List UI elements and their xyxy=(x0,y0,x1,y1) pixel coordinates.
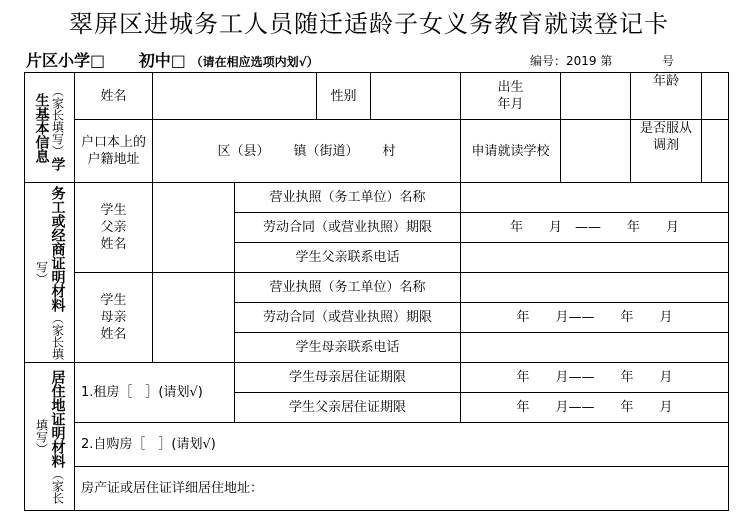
serial-number-suffix: 号 xyxy=(662,54,675,68)
mother-contract-label: 劳动合同（或营业执照）期限 xyxy=(235,303,461,333)
page-title: 翠屏区进城务工人员随迁适龄子女义务教育就读登记卡 xyxy=(69,10,669,38)
instruction-text: （请在相应选项内划√） xyxy=(190,55,319,69)
father-phone-label: 学生父亲联系电话 xyxy=(235,243,461,273)
own-house-option[interactable]: 2.自购房［ ］(请划√) xyxy=(75,423,729,467)
father-name-label: 学生父亲姓名 xyxy=(75,183,153,273)
hukou-address-field[interactable]: 区（县） 镇（街道） 村 xyxy=(153,120,461,183)
father-residence-label: 学生父亲居住证期限 xyxy=(235,393,461,423)
mother-residence-label: 学生母亲居住证期限 xyxy=(235,363,461,393)
apply-school-field[interactable] xyxy=(561,120,631,183)
mother-phone-field[interactable] xyxy=(461,333,729,363)
middle-school-option[interactable]: 初中□ xyxy=(138,51,186,70)
father-license-label: 营业执照（务工单位）名称 xyxy=(235,183,461,213)
registration-table xyxy=(24,72,729,511)
basic-info-section-header: （家长填写）学生基本信息 xyxy=(25,73,75,183)
gender-field[interactable] xyxy=(371,73,461,120)
age-label: 年龄 xyxy=(631,73,729,120)
birth-field[interactable] xyxy=(561,73,631,120)
father-contract-label: 劳动合同（或营业执照）期限 xyxy=(235,213,461,243)
father-name-field[interactable] xyxy=(153,183,235,273)
mother-phone-label: 学生母亲联系电话 xyxy=(235,333,461,363)
father-contract-field[interactable]: 年 月 —— 年 月 xyxy=(461,213,729,243)
school-type-line xyxy=(26,48,716,70)
serial-number-label: 编号：2019 第 xyxy=(530,54,613,68)
hukou-address-label: 户口本上的户籍地址 xyxy=(75,120,153,183)
mother-residence-field[interactable]: 年 月—— 年 月 xyxy=(461,363,729,393)
student-name-field[interactable] xyxy=(153,73,317,120)
obey-adjustment-label: 是否服从调剂 xyxy=(631,120,729,183)
mother-license-label: 营业执照（务工单位）名称 xyxy=(235,273,461,303)
mother-license-field[interactable] xyxy=(461,273,729,303)
father-phone-field[interactable] xyxy=(461,243,729,273)
apply-school-label: 申请就读学校 xyxy=(461,120,561,183)
mother-contract-field[interactable]: 年 月—— 年 月 xyxy=(461,303,729,333)
address-field[interactable]: 房产证或居住证详细居住地址： xyxy=(75,467,729,511)
father-residence-field[interactable]: 年 月—— 年 月 xyxy=(461,393,729,423)
primary-school-option[interactable]: 片区小学□ xyxy=(26,51,106,70)
birth-label: 出生 年月 xyxy=(461,73,561,120)
rent-option[interactable]: 1.租房［ ］(请划√) xyxy=(75,363,235,423)
work-proof-section-header: 务工或经商证明材料（家长填写） xyxy=(25,183,75,363)
mother-name-field[interactable] xyxy=(153,273,235,363)
mother-name-label: 学生母亲姓名 xyxy=(75,273,153,363)
name-label: 姓名 xyxy=(75,73,153,120)
residence-proof-section-header: 居住地证明材料（家长填写） xyxy=(25,363,75,511)
gender-label: 性别 xyxy=(317,73,371,120)
father-license-field[interactable] xyxy=(461,183,729,213)
